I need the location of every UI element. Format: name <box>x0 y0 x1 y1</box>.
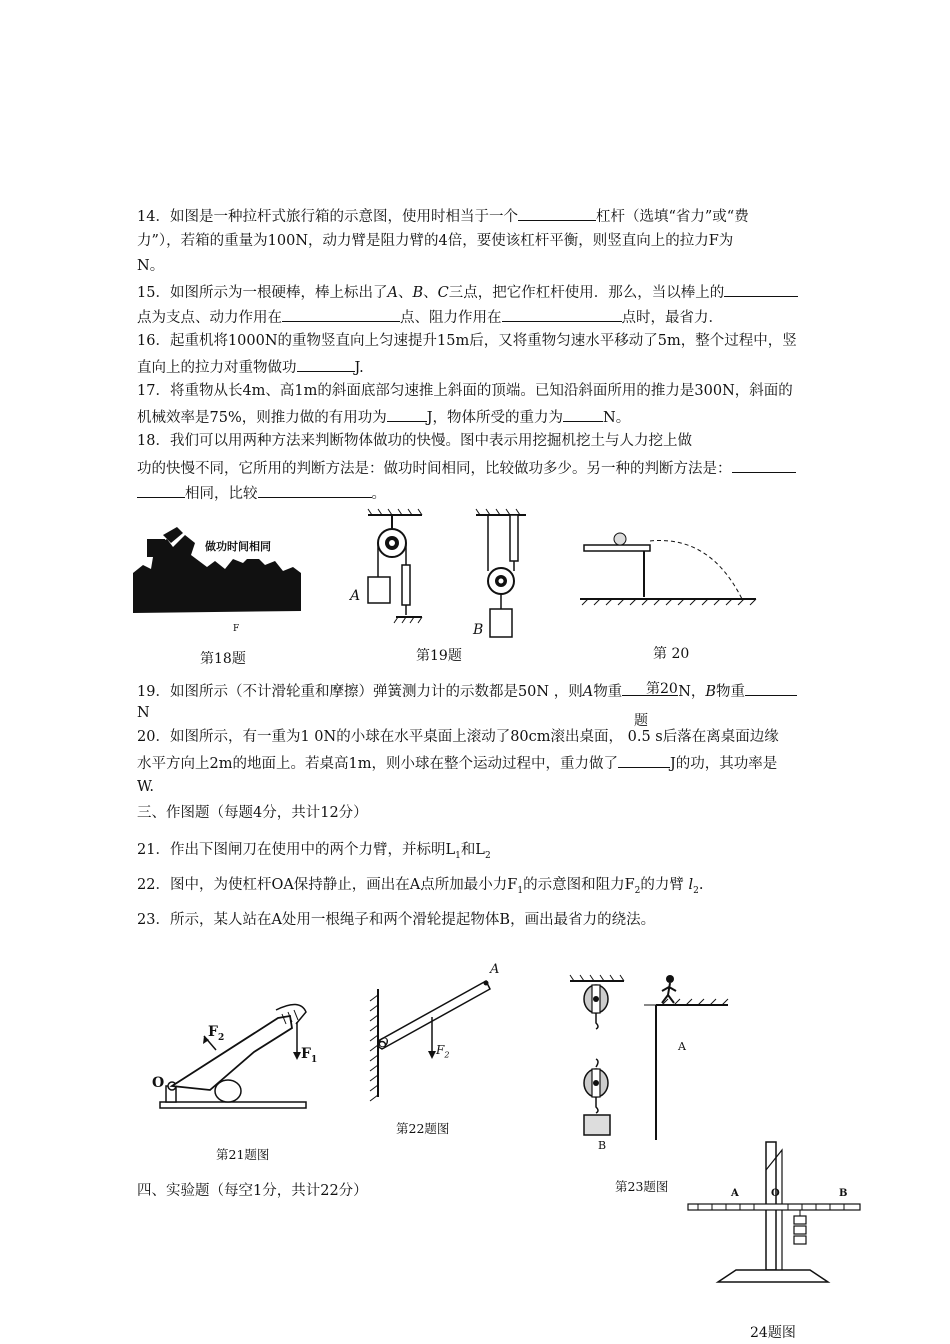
q14-line1: 14．如图是一种拉杆式旅行箱的示意图，使用时相当于一个 杠杆（选填“省力”或“费 <box>137 205 749 227</box>
q14-line2: 力”），若箱的重量为100N，动力臂是阻力臂的4倍，要使该杠杆平衡，则竖直向上的拉力F为 <box>137 233 734 249</box>
fig18-banner: 做功时间相同 <box>205 540 271 553</box>
fig23-pulley-person-diagram <box>566 975 731 1140</box>
section3-heading: 三、作图题（每题4分，共计12分） <box>137 805 368 821</box>
fig20-caption-part2: 题 <box>634 713 648 729</box>
fig19-label-a: A <box>350 588 361 604</box>
fig21-label-o: O <box>152 1075 165 1091</box>
fig23-label-a: A <box>678 1040 686 1053</box>
fig20-caption-overlap: 第20 <box>646 681 678 697</box>
fig23-label-b: B <box>598 1139 607 1152</box>
q16-line1: 16．起重机将1000N的重物竖直向上匀速提升15m后，又将重物匀速水平移动了5m，整个过程中，竖 <box>137 333 797 349</box>
q18-blank1-cont[interactable] <box>137 482 185 498</box>
fig20-caption-part1: 第 20 <box>653 646 690 662</box>
q22-text: 22．图中，为使杠杆OA保持静止，画出在A点所加最小力$F_1$的示意图和阻力$F_2$的力臂 $l_2$. <box>137 877 704 896</box>
fig20-table-ball-diagram <box>580 525 760 605</box>
fig22-label-a: A <box>490 962 500 977</box>
q15-line2: 点为支点、动力作用在 点、阻力作用在 点时，最省力． <box>137 306 723 328</box>
q17-line2: 机械效率是75%，则推力做的有用功为 J，物体所受的重力为 N。 <box>137 406 630 428</box>
fig19-caption: 第19题 <box>416 648 462 664</box>
q18-line1: 18．我们可以用两种方法来判断物体做功的快慢。图中表示用挖掘机挖土与人力挖上做 <box>137 433 692 449</box>
q17-blank2[interactable] <box>563 406 603 422</box>
q17-blank1[interactable] <box>387 406 427 422</box>
q16-blank[interactable] <box>297 356 355 372</box>
fig22-label-f2: $F_2$ <box>436 1043 450 1060</box>
q19-line1: 19．如图所示（不计滑轮重和摩擦）弹簧测力计的示数都是50N ，则A物重 N，B物重 <box>137 680 797 702</box>
q19-blank2[interactable] <box>745 680 797 696</box>
fig21-label-f1: $F_1$ <box>301 1046 318 1065</box>
fig24-lever-balance-diagram <box>684 1140 864 1285</box>
fig23-caption: 第23题图 <box>615 1179 669 1194</box>
fig21-label-f2: $F_2$ <box>208 1024 225 1043</box>
fig18-caption: 第18题 <box>200 651 246 667</box>
fig18-mark: F <box>233 624 240 634</box>
q21-text: 21．作出下图闸刀在使用中的两个力臂，并标明$L_1$和$L_2$ <box>137 842 491 861</box>
fig19-label-b: B <box>473 622 484 638</box>
q14-blank1[interactable] <box>518 205 596 221</box>
q18-blank2[interactable] <box>258 482 372 498</box>
q19-line2: N <box>137 705 150 721</box>
section4-heading: 四、实验题（每空1分，共计22分） <box>137 1183 368 1199</box>
fig21-knife-switch-diagram <box>150 998 310 1113</box>
q20-line3: W. <box>137 779 154 795</box>
fig24-label-o: O <box>771 1188 780 1199</box>
q15-blank1[interactable] <box>724 281 798 297</box>
q23-text: 23．所示，某人站在A处用一根绳子和两个滑轮提起物体B，画出最省力的绕法。 <box>137 912 656 928</box>
q20-blank1[interactable] <box>618 752 670 768</box>
fig22-caption: 第22题图 <box>396 1121 450 1136</box>
q15-blank3[interactable] <box>502 306 622 322</box>
fig22-lever-wall-diagram <box>364 965 504 1105</box>
fig22-label-o: O <box>378 1036 389 1051</box>
q18-line3: 相同，比较 。 <box>137 482 386 504</box>
fig24-label-b: B <box>839 1188 848 1199</box>
q20-line2: 水平方向上2m的地面上。若桌高1m，则小球在整个运动过程中，重力做了 J的功，其功率是 <box>137 752 777 774</box>
fig24-label-a: A <box>731 1188 739 1199</box>
fig24-caption: 24题图 <box>750 1325 796 1341</box>
fig21-caption: 第21题图 <box>216 1147 270 1162</box>
fig19-pulley-diagram <box>340 505 540 640</box>
q14-line3: N。 <box>137 258 165 274</box>
q20-line1: 20．如图所示，有一重为1 0N的小球在水平桌面上滚动了80cm滚出桌面， 0.5 s后落在离桌面边缘 <box>137 729 779 745</box>
q18-blank1[interactable] <box>732 457 796 473</box>
q15-line1: 15．如图所示为一根硬棒，棒上标出了A、B、C三点，把它作杠杆使用．那么，当以棒上的 <box>137 281 798 303</box>
q16-line2: 直向上的拉力对重物做功 J. <box>137 356 364 378</box>
q18-line2: 功的快慢不同，它所用的判断方法是：做功时间相同，比较做功多少。另一种的判断方法是： <box>137 457 796 479</box>
q17-line1: 17．将重物从长4m、高1m的斜面底部匀速推上斜面的顶端。已知沿斜面所用的推力是300N，斜面的 <box>137 383 793 399</box>
q15-blank2[interactable] <box>282 306 400 322</box>
